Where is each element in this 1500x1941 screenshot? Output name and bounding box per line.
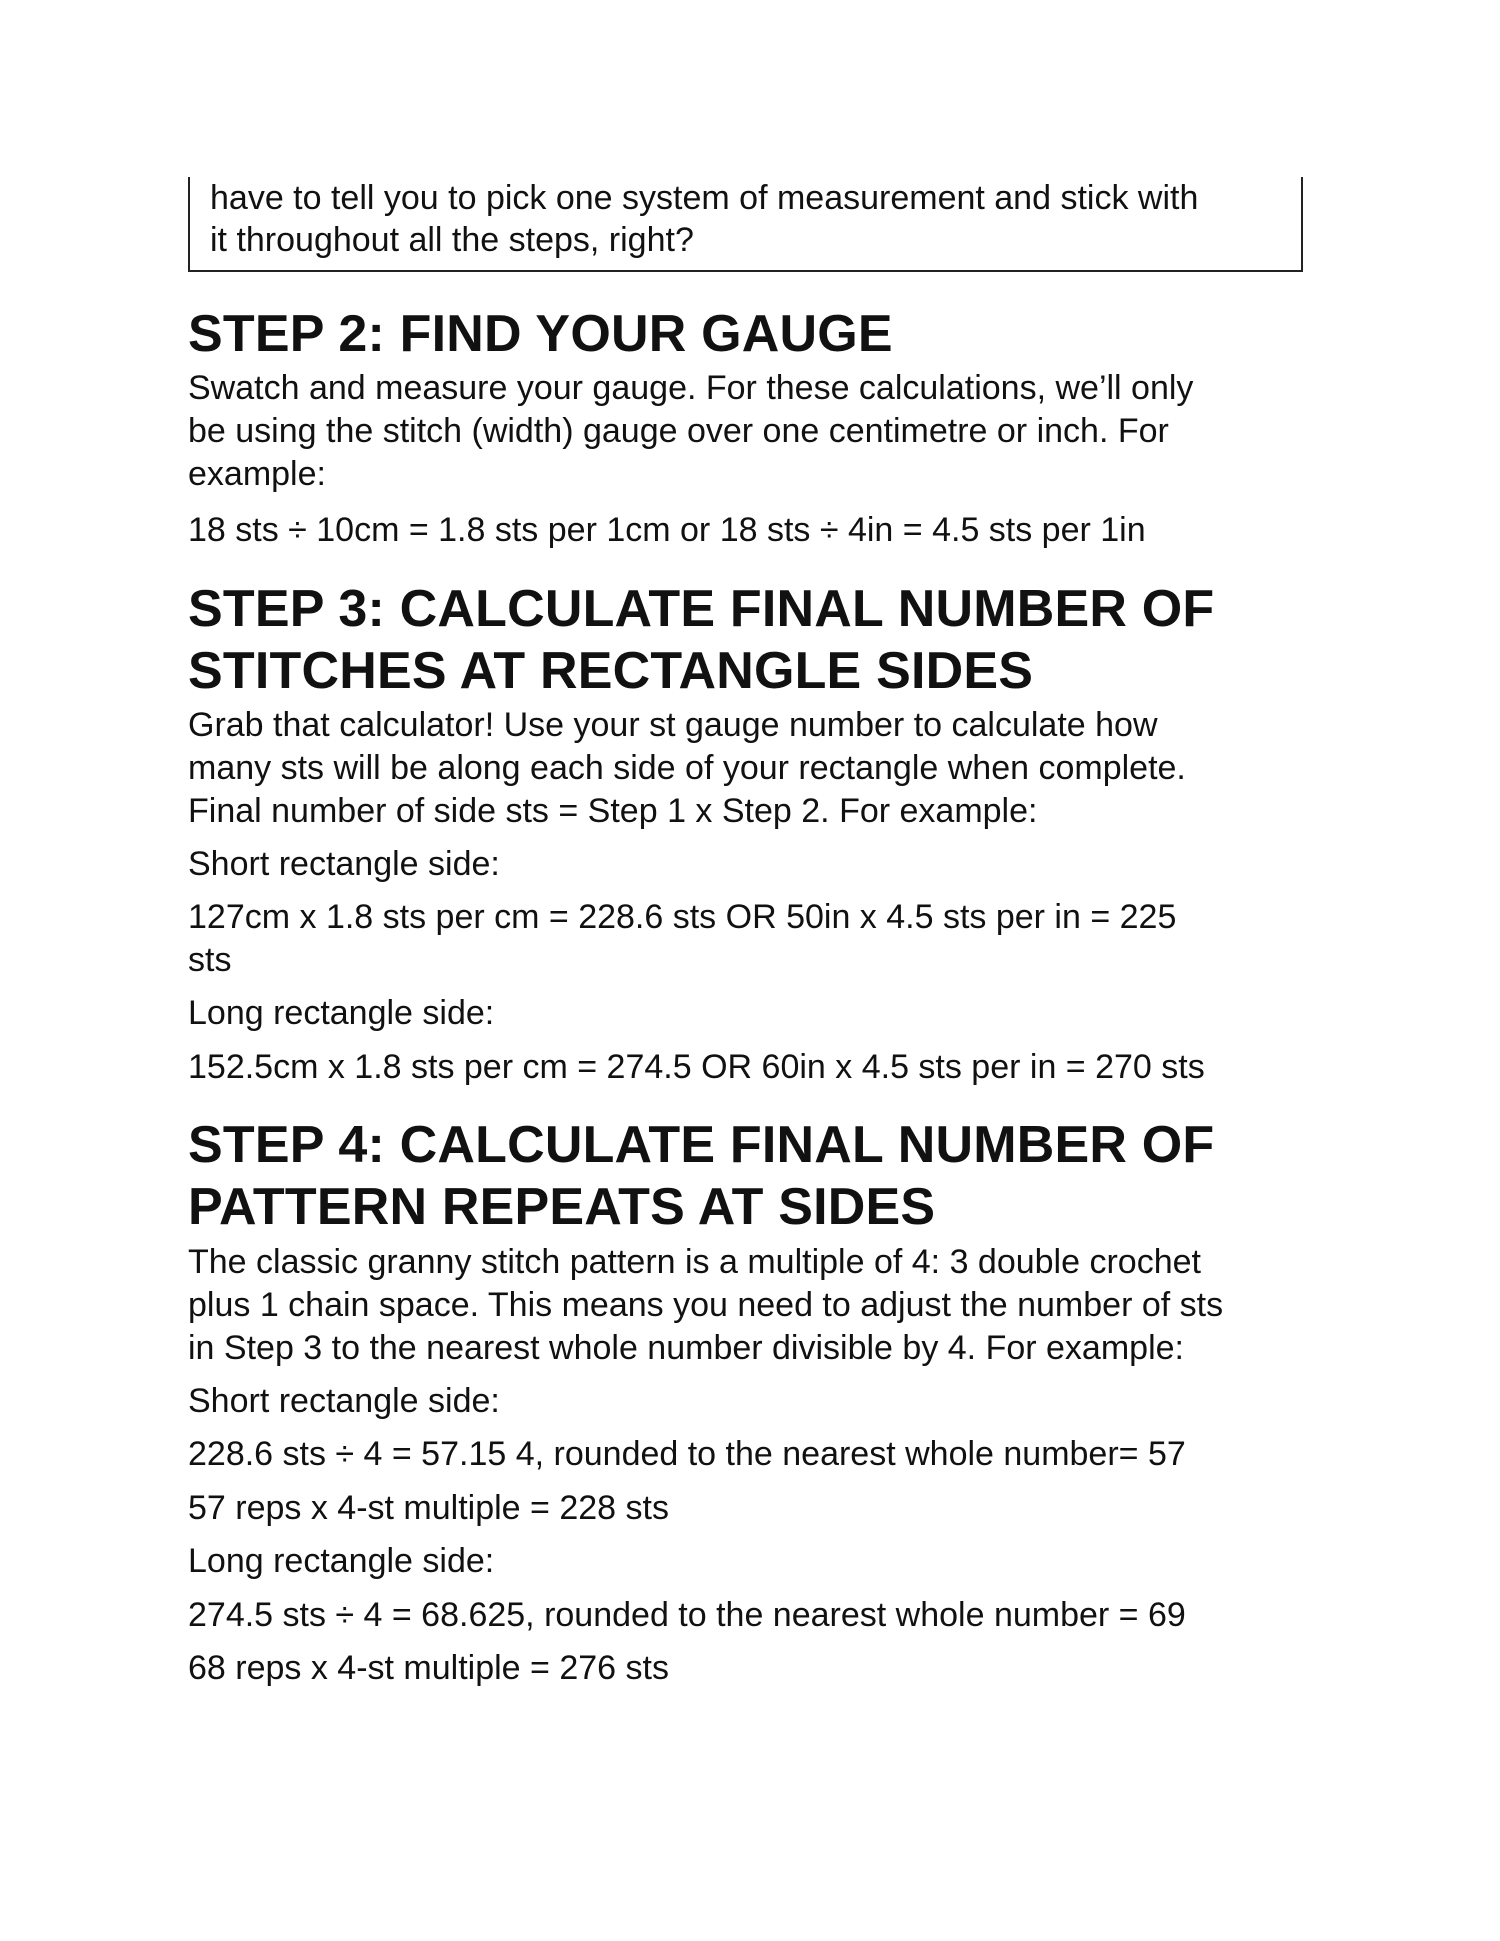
step2-body-line: Swatch and measure your gauge. For these calculations, we’ll only [188,369,1194,407]
step4-long-calc: 68 reps x 4-st multiple = 276 sts [188,1649,669,1687]
note-line: it throughout all the steps, right? [210,221,694,259]
step3-body-line: Final number of side sts = Step 1 x Step 2. For example: [188,792,1038,830]
step4-long-label: Long rectangle side: [188,1542,495,1580]
step4-long-calc: 274.5 sts ÷ 4 = 68.625, rounded to the nearest whole number = 69 [188,1596,1186,1634]
step3-short-label: Short rectangle side: [188,845,500,883]
step3-heading-line: STITCHES AT RECTANGLE SIDES [188,642,1034,700]
step2-example: 18 sts ÷ 10cm = 1.8 sts per 1cm or 18 sts ÷ 4in = 4.5 sts per 1in [188,511,1146,549]
step4-short-label: Short rectangle side: [188,1382,500,1420]
step4-heading-line: PATTERN REPEATS AT SIDES [188,1178,936,1236]
step3-short-calc-line: sts [188,941,232,979]
step4-heading-line: STEP 4: CALCULATE FINAL NUMBER OF [188,1116,1215,1174]
step3-long-label: Long rectangle side: [188,994,495,1032]
step2-body-line: example: [188,455,326,493]
step3-heading-line: STEP 3: CALCULATE FINAL NUMBER OF [188,580,1215,638]
step4-body-line: The classic granny stitch pattern is a multiple of 4: 3 double crochet [188,1243,1201,1281]
step3-body-line: Grab that calculator! Use your st gauge number to calculate how [188,706,1158,744]
note-box [188,177,1303,272]
step3-long-calc: 152.5cm x 1.8 sts per cm = 274.5 OR 60in x 4.5 sts per in = 270 sts [188,1048,1205,1086]
step4-short-calc: 228.6 sts ÷ 4 = 57.15 4, rounded to the nearest whole number= 57 [188,1435,1186,1473]
step3-short-calc-line: 127cm x 1.8 sts per cm = 228.6 sts OR 50in x 4.5 sts per in = 225 [188,898,1177,936]
step2-heading: STEP 2: FIND YOUR GAUGE [188,305,893,363]
note-line: have to tell you to pick one system of measurement and stick with [210,179,1199,217]
step3-body-line: many sts will be along each side of your rectangle when complete. [188,749,1186,787]
step2-body-line: be using the stitch (width) gauge over one centimetre or inch. For [188,412,1169,450]
step4-body-line: in Step 3 to the nearest whole number divisible by 4. For example: [188,1329,1184,1367]
step4-body-line: plus 1 chain space. This means you need to adjust the number of sts [188,1286,1224,1324]
step4-short-calc: 57 reps x 4-st multiple = 228 sts [188,1489,669,1527]
